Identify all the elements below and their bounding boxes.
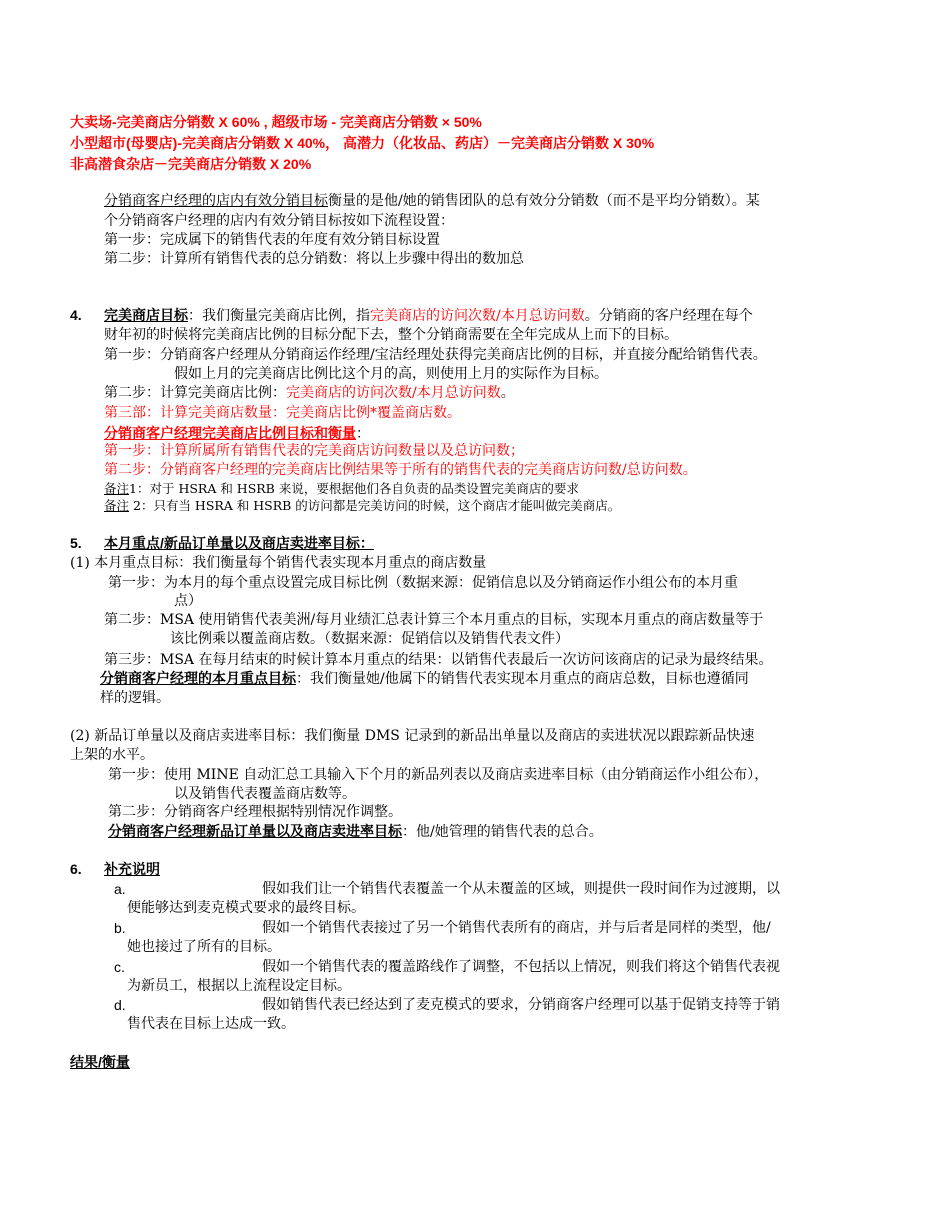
section-5-p2-step-1-cont: 以及销售代表覆盖商店数等。	[174, 786, 356, 802]
section-4-intro-red: 完美商店的访问次数/本月总访问数	[370, 308, 585, 324]
section-4-step-2-b: 。	[500, 385, 515, 401]
section-4-intro-a: ：我们衡量完美商店比例，指	[188, 308, 370, 324]
section-4-intro-b: 。分销商的客户经理在每个	[584, 308, 753, 324]
section-5-p1-goal-cont: 样的逻辑。	[100, 690, 170, 706]
effective-dist-step-1: 第一步：完成属下的销售代表的年度有效分销目标设置	[104, 232, 440, 248]
note-1-label: 备注	[104, 481, 130, 496]
section-4-step-2-red: 完美商店的访问次数/本月总访问数	[286, 385, 501, 401]
section-4-step-2	[104, 383, 515, 403]
section-5-p1-step-2-cont: 该比例乘以覆盖商店数。（数据来源：促销信以及销售代表文件）	[170, 631, 569, 647]
effective-dist-step-2: 第二步：计算所有销售代表的总分销数：将以上步骤中得出的数加总	[104, 251, 524, 267]
list-item-b-label: b.	[114, 920, 126, 936]
formula-line-1: 大卖场-完美商店分销数 X 60% , 超级市场 - 完美商店分销数 × 50%	[70, 114, 482, 130]
effective-dist-line-1	[104, 191, 760, 211]
section-4-step-1: 第一步：分销商客户经理从分销商运作经理/宝洁经理处获得完美商店比例的目标，并直接分配给销售代表。	[104, 347, 767, 363]
section-4-note-2	[104, 496, 620, 516]
effective-dist-line-2: 个分销商客户经理的店内有效分销目标按如下流程设置：	[104, 213, 454, 229]
formula-line-3: 非高潜食杂店－完美商店分销数 X 20%	[70, 156, 312, 172]
list-item-a-cont: 便能够达到麦克模式要求的最终目标。	[127, 900, 365, 916]
list-item-c-label: c.	[114, 959, 125, 975]
section-5-p1-step-1-cont: 点）	[174, 593, 202, 609]
section-5-p2-step-1: 第一步：使用 MINE 自动汇总工具输入下个月的新品列表以及商店卖进率目标（由分销商运作小组公布），	[108, 767, 769, 783]
section-4-goal-colon: ：	[356, 426, 370, 442]
list-item-b-text: 假如一个销售代表接过了另一个销售代表所有的商店，并与后者是同样的类型，他/	[262, 920, 771, 936]
section-5-p1-goal-rest: ：我们衡量她/他属下的销售代表实现本月重点的商店总数，目标也遵循同	[296, 671, 749, 687]
result-heading: 结果/衡量	[70, 1054, 130, 1070]
section-4-step-1-cont: 假如上月的完美商店比例比这个月的高，则使用上月的实际作为目标。	[174, 366, 608, 382]
note-1-text: 1：对于 HSRA 和 HSRB 来说，要根据他们各自负责的品类设置完美商店的要求	[129, 481, 579, 496]
list-item-c-cont: 为新员工，根据以上流程设定目标。	[127, 978, 351, 994]
section-6-number: 6.	[70, 861, 82, 877]
section-5-p1-goal-title: 分销商客户经理的本月重点目标	[100, 670, 296, 686]
list-item-c-text: 假如一个销售代表的覆盖路线作了调整，不包括以上情况，则我们将这个销售代表视	[262, 959, 780, 975]
section-4-title: 完美商店目标	[104, 307, 188, 323]
section-5-p2-heading: (2) 新品订单量以及商店卖进率目标：我们衡量 DMS 记录到的新品出单量以及商店的卖进状况以跟踪新品快速	[70, 728, 755, 744]
section-4-number: 4.	[70, 307, 82, 323]
section-5-title: 本月重点/新品订单量以及商店卖进率目标：	[104, 535, 374, 551]
formula-line-2: 小型超市(母婴店)-完美商店分销数 X 40%， 高潜力（化妆品、药店）－完美商店分销数 X 30%	[70, 135, 655, 151]
section-5-p2-heading-cont: 上架的水平。	[70, 747, 154, 763]
section-4-intro-line-2: 财年初的时候将完美商店比例的目标分配下去，整个分销商需要在全年完成从上而下的目标。	[104, 327, 678, 343]
section-5-p2-goal	[108, 821, 603, 842]
list-item-d-cont: 售代表在目标上达成一致。	[127, 1016, 295, 1032]
section-4-goal-title: 分销商客户经理完美商店比例目标和衡量	[104, 425, 356, 441]
section-5-p2-goal-title: 分销商客户经理新品订单量以及商店卖进率目标	[108, 823, 402, 839]
section-4-step-2-a: 第二步：计算完美商店比例：	[104, 385, 286, 401]
section-5-p1-step-3: 第三步：MSA 在每月结束的时候计算本月重点的结果：以销售代表最后一次访问该商店的记录为最终结果。	[104, 652, 773, 668]
section-4-intro	[104, 305, 753, 326]
section-5-p2-step-2: 第二步：分销商客户经理根据特别情况作调整。	[108, 804, 402, 820]
effective-dist-rest: 衡量的是他/她的销售团队的总有效分分销数（而不是平均分销数）。某	[328, 193, 760, 209]
list-item-b-cont: 她也接过了所有的目标。	[127, 939, 281, 955]
note-2-label: 备注	[104, 498, 130, 513]
section-4-goal-step-1: 第一步：计算所属所有销售代表的完美商店访问数量以及总访问数；	[104, 443, 524, 459]
effective-dist-lead: 分销商客户经理的店内有效分销目标	[104, 193, 328, 209]
section-4-goal-step-2: 第二步：分销商客户经理的完美商店比例结果等于所有的销售代表的完美商店访问数/总访问数。	[104, 462, 697, 478]
list-item-d-label: d.	[114, 997, 126, 1013]
section-5-p2-goal-rest: ：他/她管理的销售代表的总合。	[402, 824, 603, 840]
list-item-a-text: 假如我们让一个销售代表覆盖一个从未覆盖的区域，则提供一段时间作为过渡期，以	[262, 881, 780, 897]
section-4-step-3: 第三部：计算完美商店数量：完美商店比例*覆盖商店数。	[104, 405, 461, 421]
note-2-text: 2：只有当 HSRA 和 HSRB 的访问都是完美访问的时候，这个商店才能叫做完美商店。	[129, 498, 621, 513]
section-5-number: 5.	[70, 535, 82, 551]
list-item-a-label: a.	[114, 881, 126, 897]
list-item-d-text: 假如销售代表已经达到了麦克模式的要求，分销商客户经理可以基于促销支持等于销	[262, 997, 780, 1013]
section-5-p1-goal	[100, 668, 749, 689]
section-5-p1-step-2: 第二步：MSA 使用销售代表美洲/每月业绩汇总表计算三个本月重点的目标，实现本月重点的商店数量等于	[104, 612, 764, 628]
section-6-title: 补充说明	[104, 861, 160, 877]
section-5-p1-heading: (1) 本月重点目标：我们衡量每个销售代表实现本月重点的商店数量	[70, 555, 487, 571]
section-5-p1-step-1: 第一步：为本月的每个重点设置完成目标比例（数据来源：促销信息以及分销商运作小组公布的本月重	[108, 575, 738, 591]
